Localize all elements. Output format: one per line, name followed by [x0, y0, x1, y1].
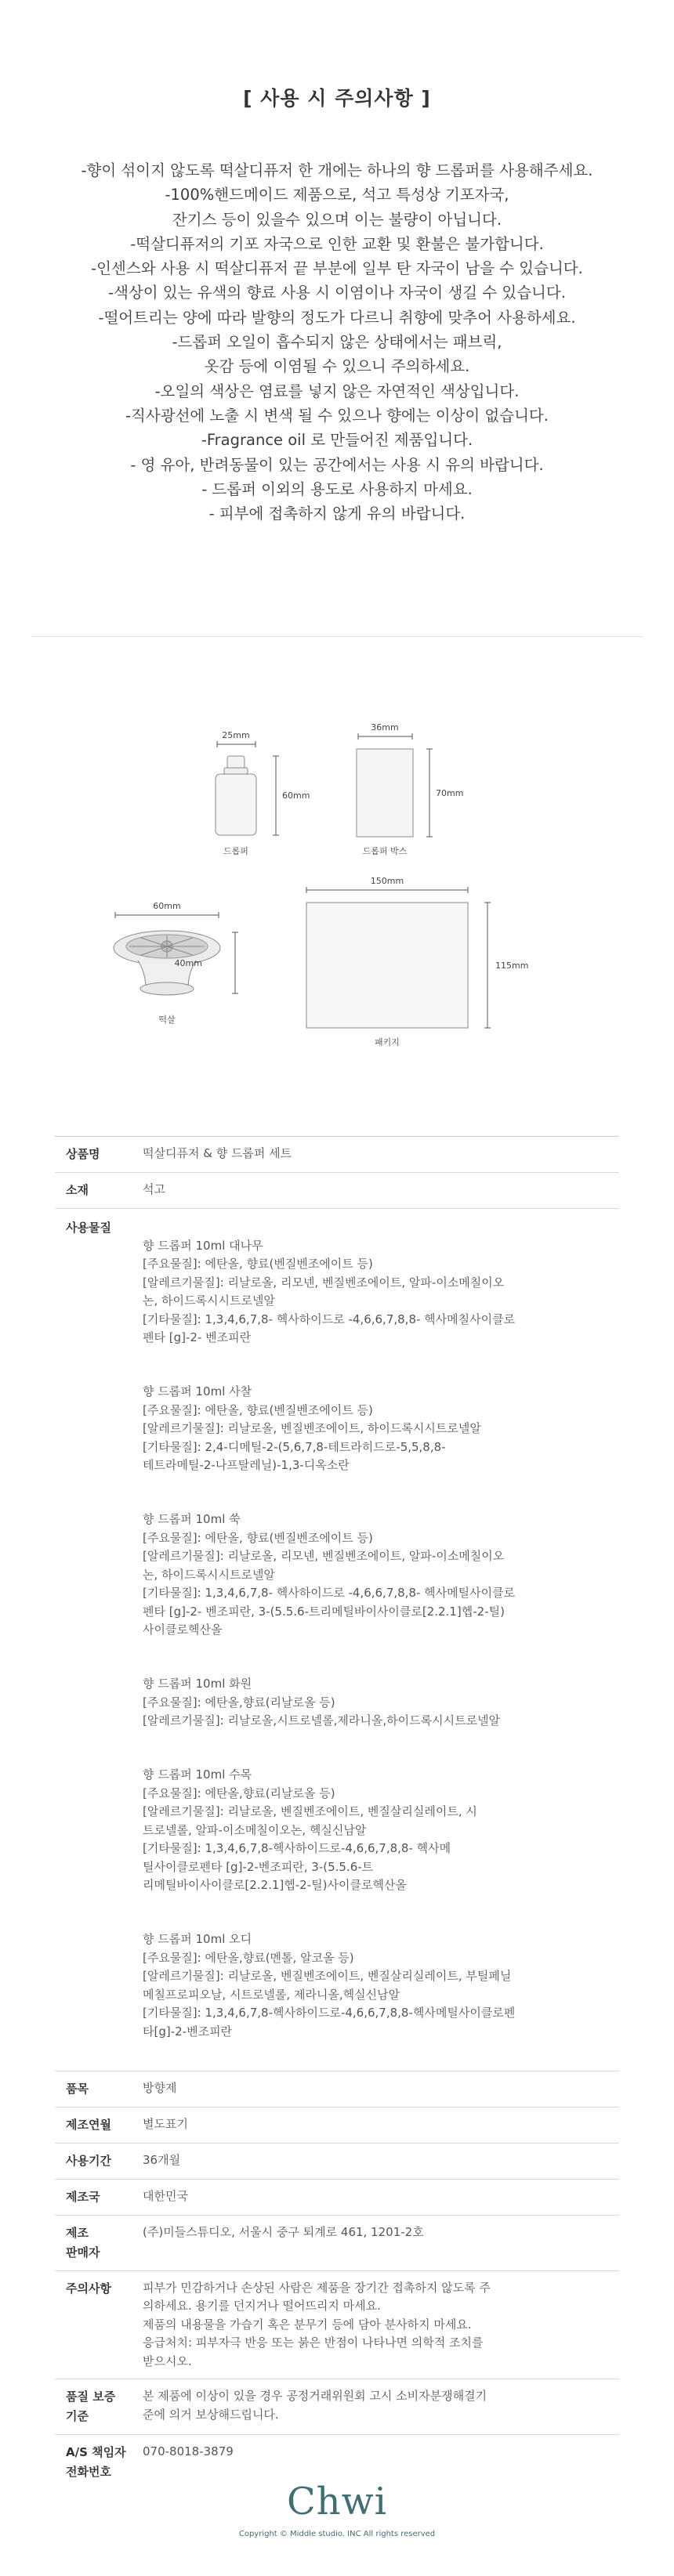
spec-row-period [55, 2144, 619, 2180]
ingredient-block: 향 드롭퍼 10ml 쑥 [주요물질]: 에탄올, 향료(벤질벤조에이트 등) [알레르기물질]: 리날로올, 리모넨, 벤질벤조에이트, 알파-이소메칠이오 논, 하이드록시시트로넬알 [기타물질]: 1,3,4,6,7,8- 헥사하이드로 -4,6,6,7,8,8- 헥사메틸사이클로 펜타 [g]-2- 벤조피란, 3-(5.5.6-트리메틸바이사이클로[2.2.1]헵-2-틸) 사이클로헥산올 [143, 1512, 516, 1637]
caution-line: - 드롭퍼 이외의 용도로 사용하지 마세요. [201, 479, 473, 498]
spec-value: 별도표기 [143, 2116, 188, 2131]
spec-row-manufacture-date [55, 2107, 619, 2144]
spec-row-material [55, 1173, 619, 1209]
spec-label: 제조 판매자 [66, 2225, 100, 2259]
caution-line: -직사광선에 노출 시 변색 될 수 있으나 향에는 이상이 없습니다. [125, 406, 549, 425]
dropper-bottle-illustration [216, 756, 256, 835]
spec-row-quality [55, 2379, 619, 2435]
caution-line: -인센스와 사용 시 떡살디퓨저 끝 부분에 일부 탄 자국이 남을 수 있습니다. [91, 259, 583, 278]
caution-line: -드롭퍼 오일이 흡수되지 않은 상태에서는 패브릭, [172, 333, 502, 352]
spec-row-category [55, 2071, 619, 2107]
ingredient-block: 향 드롭퍼 10ml 대나무 [주요물질]: 에탄올, 향료(벤질벤조에이트 등) [알레르기물질]: 리날로올, 리모넨, 벤질벤조에이트, 알파-이소메칠이오 논, 하이드록시시트로넬알 [기타물질]: 1,3,4,6,7,8- 헥사하이드로 -4,6,6,7,8,8- 헥사메칠사이클로 펜타 [g]-2- 벤조피란 [143, 1238, 516, 1344]
spec-row-product-name [55, 1137, 619, 1173]
spec-row-caution [55, 2271, 619, 2380]
spec-value: (주)미들스튜디오, 서울시 중구 퇴계로 461, 1201-2호 [143, 2224, 424, 2239]
caution-line: -100%핸드메이드 제품으로, 석고 특성상 기포자국, [165, 186, 509, 204]
caution-line: -떨어트리는 양에 따라 발향의 정도가 다르니 취향에 맞추어 사용하세요. [98, 308, 576, 327]
spec-label: 제조연월 [66, 2117, 111, 2132]
package-illustration [306, 903, 468, 1028]
caution-line: -색상이 있는 유색의 향료 사용 시 이염이나 자국이 생길 수 있습니다. [108, 284, 566, 302]
dropper-box-illustration [357, 749, 413, 837]
box-width-label: 36mm [371, 722, 399, 733]
caution-line: -떡살디퓨저의 기포 자국으로 인한 교환 및 환불은 불가합니다. [130, 234, 544, 253]
spec-label: 주의사항 [66, 2281, 111, 2296]
section-divider [31, 636, 643, 637]
spec-table [55, 1136, 619, 2490]
diffuser-illustration [114, 931, 220, 995]
spec-label: 제조국 [66, 2189, 100, 2204]
dropper-caption: 드롭퍼 [223, 846, 248, 856]
caution-line: 잔기스 등이 있을수 있으며 이는 불량이 아닙니다. [172, 210, 502, 229]
spec-value: 대한민국 [143, 2188, 188, 2203]
spec-label: 사용물질 [66, 1221, 111, 1235]
spec-value: 36개월 [143, 2152, 181, 2167]
diffuser-width-label: 60mm [153, 901, 181, 911]
spec-label: 상품명 [66, 1147, 100, 1161]
spec-label: A/S 책임자 전화번호 [66, 2445, 126, 2479]
caution-section [0, 0, 674, 526]
diffuser-caption: 떡살 [158, 1015, 176, 1025]
size-diagram [0, 697, 674, 1105]
spec-label: 품질 보증 기준 [66, 2390, 116, 2423]
ingredient-block: 향 드롭퍼 10ml 화원 [주요물질]: 에탄올,향료(리날로올 등) [알레르기물질]: 리날로올,시트로넬롤,제라니올,하이드록시시트로넬알 [143, 1677, 501, 1728]
caution-line: 옷감 등에 이염될 수 있으니 주의하세요. [204, 357, 470, 376]
spec-row-seller [55, 2216, 619, 2271]
caution-line: - 피부에 접촉하지 않게 유의 바랍니다. [208, 505, 466, 523]
ingredient-block: 향 드롭퍼 10ml 수목 [주요물질]: 에탄올,향료(리날로올 등) [알레르기물질]: 리날로올, 벤질벤조에이트, 벤질살리실레이트, 시 트로넬롤, 알파-이소메칠이오논, 헥실신남알 [기타물질]: 1,3,4,6,7,8-헥사하이드로-4,6,6,7,8,8- 헥사메 틸사이클로펜타 [g]-2-벤조피란, 3-(5.5.6-트 리메틸바이사이클로[2.2.1]헵-2-틸)사이클로헥산올 [143, 1767, 477, 1892]
caution-line: -오일의 색상은 염료를 넣지 않은 자연적인 색상입니다. [154, 382, 520, 400]
caution-line: -향이 섞이지 않도록 떡살디퓨저 한 개에는 하나의 향 드롭퍼를 사용해주세요. [81, 161, 593, 179]
box-height-label: 70mm [436, 788, 464, 798]
spec-row-country [55, 2180, 619, 2216]
spec-value: 석고 [143, 1182, 165, 1196]
spec-label: 소재 [66, 1183, 89, 1197]
ingredient-block: 향 드롭퍼 10ml 사찰 [주요물질]: 에탄올, 향료(벤질벤조에이트 등) [알레르기물질]: 리날로올, 벤질벤조에이트, 하이드록시시트로넬알 [기타물질]: 2,4-디메틸-2-(5,6,7,8-테트라히드로-5,5,8,8- 테트라메틸-2-나프탈레닐)-1,3-디옥소란 [143, 1384, 481, 1472]
package-caption: 패키지 [375, 1037, 400, 1047]
spec-value: 떡살디퓨저 & 향 드롭퍼 세트 [143, 1146, 292, 1160]
dropper-height-label: 60mm [282, 791, 310, 801]
package-height-label: 115mm [495, 961, 529, 971]
caution-title: [ 사용 시 주의사항 ] [243, 87, 431, 110]
caution-line: -Fragrance oil 로 만들어진 제품입니다. [201, 431, 473, 450]
spec-value: 방향제 [143, 2080, 177, 2095]
dropper-width-label: 25mm [222, 730, 250, 740]
spec-value: 피부가 민감하거나 손상된 사람은 제품을 장기간 접촉하지 않도록 주 의하세요. 용기를 던지거나 떨어뜨리지 마세요. 제품의 내용물을 가습기 혹은 분무기 등에 담아 분사하지 마세요. 응급처치: 피부자극 반응 또는 붉은 반점이 나타나면 의학적 조치를 받으시오. [143, 2280, 491, 2368]
footer [0, 2480, 674, 2538]
package-width-label: 150mm [370, 876, 404, 886]
spec-value [143, 1218, 619, 2060]
caution-line: - 영 유아, 반려동물이 있는 공간에서는 사용 시 유의 바랍니다. [130, 455, 544, 474]
box-caption: 드롭퍼 박스 [362, 846, 408, 856]
spec-value: 본 제품에 이상이 있을 경우 공정거래위원회 고시 소비자분쟁해결기 준에 의거 보상해드립니다. [143, 2389, 487, 2422]
ingredient-block: 향 드롭퍼 10ml 오디 [주요물질]: 에탄올,향료(멘톨, 알코올 등) [알레르기물질]: 리날로올, 벤질벤조에이트, 벤질살리실레이트, 부틸페닐 메칠프로피오날, 시트로넬롤, 제라니올,헥실신남알 [기타물질]: 1,3,4,6,7,8-헥사하이드로-4,6,6,7,8,8-헥사메틸사이클로펜 타[g]-2-벤조피란 [143, 1932, 516, 2039]
brand-logo: Chwi [286, 2480, 388, 2524]
spec-label: 품목 [66, 2081, 89, 2096]
size-diagram-svg [0, 697, 674, 1105]
diffuser-height-label: 40mm [174, 958, 202, 968]
spec-value: 070-8018-3879 [143, 2444, 234, 2458]
spec-row-ingredients [55, 1209, 619, 2071]
copyright-text: Copyright © Middle studio. INC All rights reserved [238, 2530, 436, 2538]
spec-label: 사용기간 [66, 2153, 111, 2168]
caution-list [0, 158, 674, 526]
